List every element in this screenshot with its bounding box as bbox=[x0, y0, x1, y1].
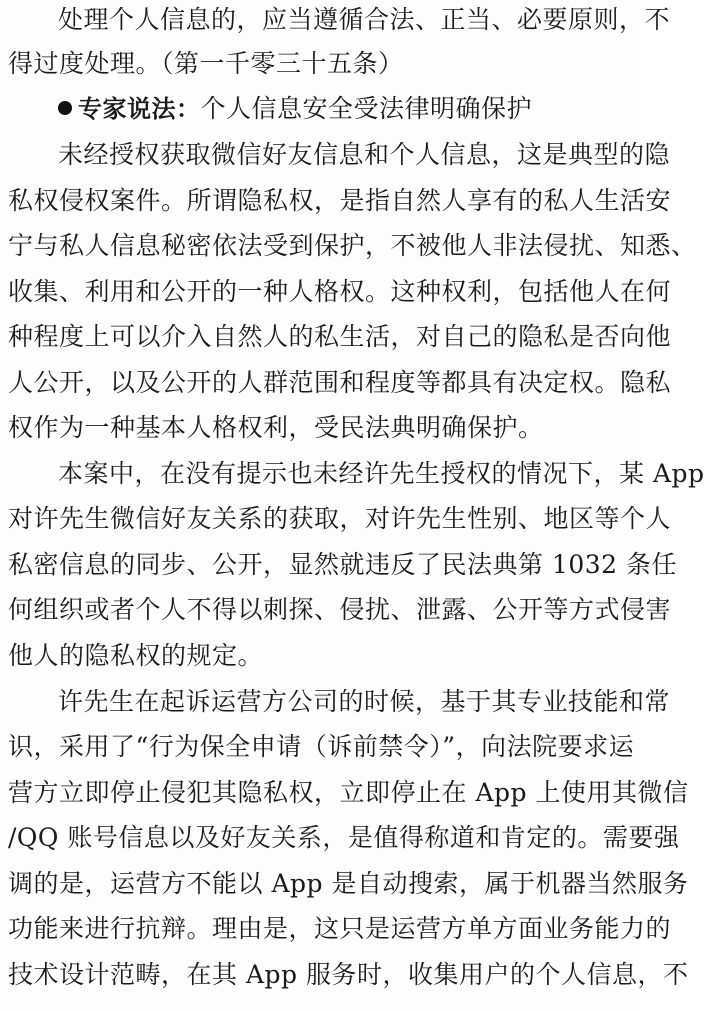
paragraph-line: 他人的隐私权的规定。 bbox=[8, 641, 264, 670]
paragraph-line: 许先生在起诉运营方公司的时候，基于其专业技能和常 bbox=[58, 687, 671, 716]
paragraph-line: 宁与私人信息秘密依法受到保护，不被他人非法侵扰、知悉、 bbox=[8, 231, 697, 260]
heading-text: 个人信息安全受法律明确保护 bbox=[200, 94, 533, 123]
paragraph-line: 得过度处理。（第一千零三十五条） bbox=[8, 49, 404, 78]
paragraph-line: 收集、利用和公开的一种人格权。这种权利，包括他人在何 bbox=[8, 277, 672, 306]
paragraph-line: 技术设计范畴，在其 App 服务时，收集用户的个人信息，不 bbox=[8, 960, 689, 989]
paragraph-line: 种程度上可以介入自然人的私生活，对自己的隐私是否向他 bbox=[8, 322, 672, 351]
bullet-icon bbox=[58, 101, 72, 115]
expert-opinion-heading bbox=[58, 91, 630, 127]
paragraph-line: 处理个人信息的，应当遵循合法、正当、必要原则，不 bbox=[58, 5, 671, 34]
paragraph-line: 私密信息的同步、公开，显然就违反了民法典第 1032 条任 bbox=[8, 550, 678, 579]
paragraph-line: 本案中，在没有提示也未经许先生授权的情况下，某 App bbox=[58, 459, 705, 488]
paragraph-line: 调的是，运营方不能以 App 是自动搜索，属于机器当然服务 bbox=[8, 869, 689, 898]
paragraph-line: /QQ 账号信息以及好友关系，是值得称道和肯定的。需要强 bbox=[8, 823, 680, 852]
paragraph-line: 营方立即停止侵犯其隐私权，立即停止在 App 上使用其微信 bbox=[8, 778, 689, 807]
paragraph-line: 何组织或者个人不得以刺探、侵扰、泄露、公开等方式侵害 bbox=[8, 595, 672, 624]
heading-label: 专家说法： bbox=[78, 95, 201, 123]
paragraph-line: 识，采用了“行为保全申请（诉前禁令）”，向法院要求运 bbox=[8, 732, 635, 761]
paragraph-line: 功能来进行抗辩。理由是，这只是运营方单方面业务能力的 bbox=[8, 914, 672, 943]
paragraph-line: 权作为一种基本人格权利，受民法典明确保护。 bbox=[8, 413, 544, 442]
paragraph-line: 私权侵权案件。所谓隐私权，是指自然人享有的私人生活安 bbox=[8, 186, 672, 215]
paragraph-line: 人公开，以及公开的人群范围和程度等都具有决定权。隐私 bbox=[8, 368, 672, 397]
paragraph-line: 对许先生微信好友关系的获取，对许先生性别、地区等个人 bbox=[8, 504, 672, 533]
paragraph-line: 未经授权获取微信好友信息和个人信息，这是典型的隐 bbox=[58, 140, 671, 169]
